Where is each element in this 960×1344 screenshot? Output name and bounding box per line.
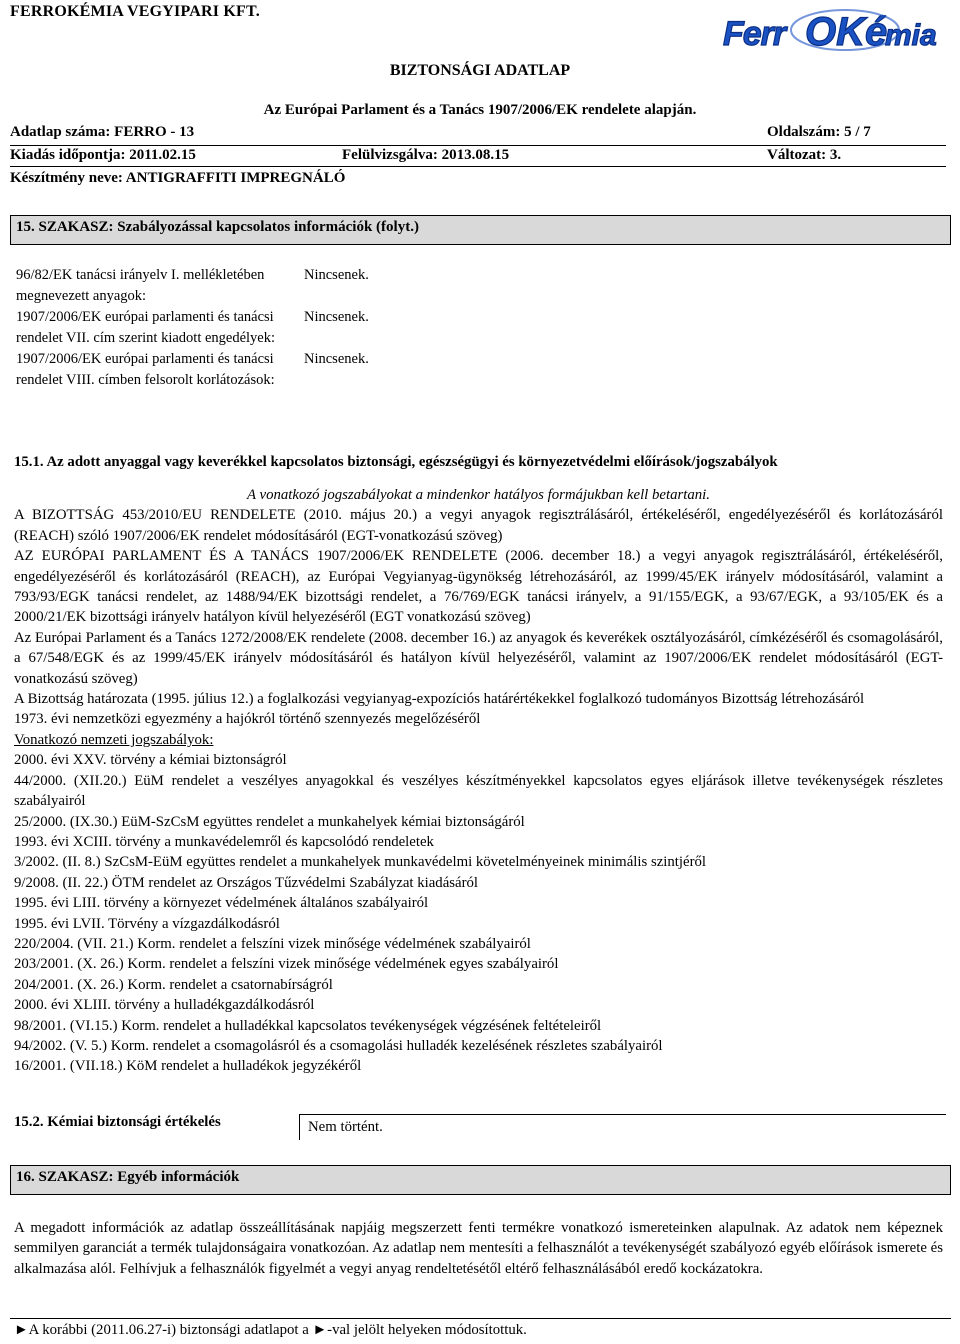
national-item: 25/2000. (IX.30.) EüM-SzCsM együttes rendelet a munkahelyek kémiai biztonságáról [14,813,525,830]
national-item: 44/2000. (XII.20.) EüM rendelet a veszélyes anyagokkal és veszélyes készítményekkel kapcsolatos egyes eljárások illetve tevékenységek részletes szabályairól [14,772,943,810]
arrow-icon: ► [14,1322,29,1338]
subsection-15-1-heading: 15.1. Az adott anyaggal vagy keverékkel kapcsolatos biztonsági, egészségügyi és környezetvédelmi előírások/jogszabályok [14,454,778,470]
svg-text:Ferr: Ferr [723,15,786,53]
version: Változat: 3. [767,147,842,163]
legal-note: A vonatkozó jogszabályokat a mindenkor hatályos formájukban kell betartani. [247,487,710,503]
section-16-text: A megadott információk az adatlap összeállításának napjáig megszerzett fenti termékre vonatkozó ismereteinken alapulnak. Az adatok nem képeznek semmilyen garanciát a termék tulajdonságaira vonatkozóan. Az adatlap nem mentesíti a felhasználót a tevékenységét szabályozó egyéb előírások ismerete és alkalmazása alól. Felhívjuk a felhasználók figyelmét a vegyi anyag rendeltetésétől eltérő felhasználásából eredő kockázatokra. [14,1220,943,1277]
national-item: 3/2002. (II. 8.) SzCsM-EüM együttes rendelet a munkahelyek munkavédelmi követelményeinek minimális szintjéről [14,854,706,871]
national-item: 16/2001. (VII.18.) KöM rendelet a hulladékok jegyzékéről [14,1058,362,1075]
page-number: Oldalszám: 5 / 7 [767,124,871,140]
regulation-label: 1907/2006/EK európai parlamenti és tanácsi rendelet VII. cím szerint kiadott engedélyek: [16,309,276,346]
national-item: 1993. évi XCIII. törvény a munkavédelemről és kapcsolódó rendeletek [14,833,434,850]
issue-date: Kiadás időpontja: 2011.02.15 [10,147,196,163]
regulation-paragraph: A BIZOTTSÁG 453/2010/EU RENDELETE (2010. május 20.) a vegyi anyagok regisztrálásáról, értékeléséről, engedélyezéséről és korlátozásáról (REACH) szóló 1907/2006/EK rendelet módosításáról (EGT-vonatkozású szöveg) [14,507,943,544]
regulation-paragraph: Az Európai Parlament és a Tanács 1272/2008/EK rendelete (2008. december 16.) az anyagok és keverékek osztályozásáról, címkézéséről és csomagolásáról, a 67/548/EGK és az 1999/45/EK irányelv módosításáról és hatályon kívül helyezéséről, valamint az 1907/2006/EK rendelet módosításáról (EGT-vonatkozású szöveg) [14,629,943,687]
chem-safety-label: 15.2. Kémiai biztonsági értékelés [14,1114,221,1130]
regulation-paragraph: A Bizottság határozata (1995. július 12.) a foglalkozási vegyianyag-expozíciós határértékekkel foglalkozó tudományos Bizottság létrehozásáról [14,691,865,708]
section-15-heading: 15. SZAKASZ: Szabályozással kapcsolatos információk (folyt.) [10,215,951,245]
regulation-label: 96/82/EK tanácsi irányelv I. mellékletében megnevezett anyagok: [16,267,265,304]
chem-safety-value: Nem történt. [299,1114,946,1140]
regulation-value: Nincsenek. [304,309,369,325]
header-divider [10,166,946,167]
product-name: Készítmény neve: ANTIGRAFFITI IMPREGNÁLÓ [10,170,346,186]
regulation-label: 1907/2006/EK európai parlamenti és tanácsi rendelet VIII. címben felsorolt korlátozások: [16,351,275,388]
company-logo [715,4,947,56]
national-heading: Vonatkozó nemzeti jogszabályok: [14,731,214,748]
footer-note [14,1322,527,1339]
national-item: 2000. évi XLIII. törvény a hulladékgazdálkodásról [14,997,315,1014]
national-item: 1995. évi LVII. Törvény a vízgazdálkodásról [14,915,280,932]
national-item: 98/2001. (VI.15.) Korm. rendelet a hulladékkal kapcsolatos tevékenységek végzésének feltételeiről [14,1017,602,1034]
svg-text:mia: mia [885,19,937,52]
svg-text:OKé: OKé [805,10,888,54]
regulation-value: Nincsenek. [304,351,369,367]
national-item: 1995. évi LIII. törvény a környezet védelmének általános szabályairól [14,895,429,912]
national-item: 203/2001. (X. 26.) Korm. rendelet a felszíni vizek minősége védelmének egyes szabályairól [14,956,559,973]
footer-text: -val jelölt helyeken módosítottuk. [327,1322,527,1338]
national-item: 2000. évi XXV. törvény a kémiai biztonságról [14,752,287,769]
footer-text: A korábbi (2011.06.27-i) biztonsági adatlapot a [28,1322,309,1338]
regulation-paragraph: 1973. évi nemzetközi egyezmény a hajókról történő szennyezés megelőzéséről [14,711,481,728]
section-15-body [14,485,943,1077]
arrow-icon: ► [312,1322,328,1338]
section-16-heading: 16. SZAKASZ: Egyéb információk [10,1165,951,1195]
header-divider [10,145,946,146]
revision-date: Felülvizsgálva: 2013.08.15 [342,147,510,163]
regulation-paragraph: AZ EURÓPAI PARLAMENT ÉS A TANÁCS 1907/2006/EK RENDELETE (2006. december 18.) a vegyi anyagok regisztrálásáról, értékeléséről, engedélyezéséről és korlátozásáról (REACH), az Európai Vegyianyag-ügynökség létrehozásáról, az 1999/45/EK irányelv módosításáról, valamint a 793/93/EGK tanácsi rendelet, az 1488/94/EK bizottsági rendelet, a 76/769/EGK tanácsi irányelv, a 91/155/EGK, a 93/67/EGK, a 93/105/EK és a 2000/21/EK bizottsági irányelv hatályon kívül helyezéséről (EGT vonatkozású szöveg) [14,548,943,626]
document-title: BIZTONSÁGI ADATLAP [389,62,571,79]
regulation-value: Nincsenek. [304,267,369,283]
regulation-basis: Az Európai Parlament és a Tanács 1907/2006/EK rendelete alapján. [263,102,697,118]
footer-divider [10,1318,951,1319]
national-item: 220/2004. (VII. 21.) Korm. rendelet a felszíni vizek minősége védelmének szabályairól [14,935,531,952]
national-item: 94/2002. (V. 5.) Korm. rendelet a csomagolásról és a csomagolási hulladék kezelésének részletes szabályairól [14,1037,663,1054]
national-item: 204/2001. (X. 26.) Korm. rendelet a csatornabírságról [14,976,333,993]
national-item: 9/2008. (II. 22.) ÖTM rendelet az Országos Tűzvédelmi Szabályzat kiadásáról [14,874,479,891]
sheet-number: Adatlap száma: FERRO - 13 [10,124,195,140]
regulation-table [10,265,951,391]
company-name: FERROKÉMIA VEGYIPARI KFT. [10,3,260,20]
